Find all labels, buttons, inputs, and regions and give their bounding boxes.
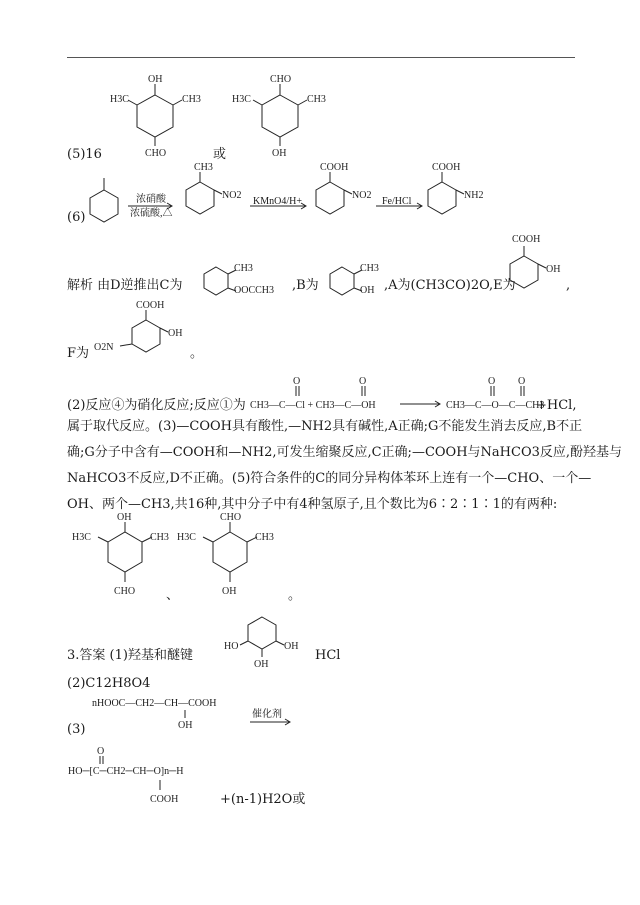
paragraph-line-4: OH、两个—CH3,共16种,其中分子中有4种氢原子,且个数比为6∶2∶1∶1的有两种:: [67, 497, 558, 512]
svg-text:CH3—C—O—C—CH3: CH3—C—O—C—CH3: [446, 400, 545, 411]
svg-text:O: O: [488, 376, 496, 387]
structure-nitrotoluene: [178, 160, 248, 230]
paragraph-line-1: 属于取代反应。(3)—COOH具有酸性,—NH2具有碱性,A正确;G不能发生消去反应,B不正: [67, 419, 583, 434]
answer3-title: 3.答案 (1)羟基和醚键: [67, 648, 193, 663]
answer3-hcl: HCl: [315, 648, 341, 663]
isomer-period: 。: [288, 588, 302, 603]
structure-isomer-4: [177, 510, 285, 600]
reaction-prefix: (2)反应④为硝化反应;反应①为: [67, 398, 246, 413]
structure-b: [322, 255, 382, 305]
step3-reagent: Fe/HCl: [382, 196, 412, 207]
label-oh: OH: [117, 512, 132, 523]
water-or: +(n-1)H2O或: [220, 792, 306, 807]
svg-text:O: O: [97, 746, 105, 757]
label-h3c: H3C: [110, 94, 129, 105]
analysis-period: 。: [190, 346, 204, 361]
structure-e: [500, 232, 570, 302]
label-oh: OH: [148, 74, 163, 85]
catalyst-arrow: [248, 716, 294, 728]
label-cooh: COOH: [320, 162, 349, 173]
label-oh: OH: [546, 264, 561, 275]
label-cooh: COOH: [432, 162, 461, 173]
paragraph-line-3: NaHCO3不反应,D不正确。(5)符合条件的C的同分异构体苯环上连有一个—CHO、一个—: [67, 471, 592, 486]
polymer-cooh-branch: [150, 778, 210, 808]
label-oh: OH: [284, 641, 299, 652]
label-ch3: CH3: [255, 532, 274, 543]
label-ho: HO: [224, 641, 239, 652]
analysis-b-is: ,B为: [292, 278, 319, 293]
reaction-equation: [250, 376, 580, 416]
arrow-step2: [248, 188, 310, 228]
monomer-oh-branch: [175, 708, 195, 731]
label-ch3: CH3: [182, 94, 201, 105]
svg-text:O: O: [518, 376, 526, 387]
label-oh: OH: [178, 720, 193, 731]
svg-text:OOCCH3: OOCCH3: [234, 285, 275, 296]
label-cho: CHO: [270, 74, 292, 85]
step1-reagent-bottom: 浓硫酸,△: [130, 208, 173, 219]
label-cho: CHO: [145, 148, 167, 159]
step2-reagent: KMnO4/H+: [253, 196, 302, 207]
label-ch3: CH3: [150, 532, 169, 543]
structure-isomer-3: [70, 510, 170, 600]
analysis-f-is: F为: [67, 346, 90, 361]
label-h3c: H3C: [232, 94, 251, 105]
part6-label: (6): [67, 210, 86, 225]
arrow-step3: [374, 188, 426, 228]
isomer-separator: 、: [166, 588, 180, 603]
label-oh: OH: [168, 328, 183, 339]
polymer-formula: HO─[C─CH2─CH─O]n─H: [68, 766, 184, 777]
structure-isomer-2: [230, 70, 325, 165]
label-cooh: COOH: [136, 300, 165, 311]
analysis-a-is: ,A为(CH3CO)2O,E为: [384, 278, 516, 293]
svg-text:O: O: [293, 376, 301, 387]
label-oh: OH: [360, 285, 375, 296]
svg-text:O: O: [359, 376, 367, 387]
label-oh: OH: [272, 148, 287, 159]
answer3-formula: (2)C12H8O4: [67, 676, 151, 691]
label-oh: OH: [254, 659, 269, 670]
structure-f: [90, 298, 200, 368]
catalyst-label: 催化剂: [252, 709, 282, 720]
label-o2n: O2N: [94, 342, 114, 353]
part5-or: 或: [213, 147, 227, 162]
label-cooh: COOH: [512, 234, 541, 245]
part3-label: (3): [67, 722, 86, 737]
label-ch3: CH3: [194, 162, 213, 173]
structure-pyrogallol: [220, 605, 310, 675]
structure-nitrobenzoic-acid: [308, 160, 378, 230]
analysis-comma: ,: [566, 278, 571, 293]
label-oh: OH: [222, 586, 237, 597]
label-h3c: H3C: [72, 532, 91, 543]
structure-isomer-1: [110, 70, 200, 165]
label-ch3: CH3: [234, 263, 253, 274]
svg-text:CH3—C—Cl + CH3—C—OH: CH3—C—Cl + CH3—C—OH: [250, 400, 376, 411]
label-no2: NO2: [352, 190, 372, 201]
label-cho: CHO: [220, 512, 242, 523]
structure-anthranilic-acid: [420, 160, 500, 230]
analysis-intro: 解析 由D逆推出C为: [67, 278, 183, 293]
reaction-suffix: +HCl,: [536, 398, 577, 413]
monomer-formula: nHOOC—CH2—CH—COOH: [92, 698, 217, 709]
label-cho: CHO: [114, 586, 136, 597]
polymer-carbonyl: [96, 744, 116, 764]
label-ch3: CH3: [307, 94, 326, 105]
label-cooh: COOH: [150, 794, 179, 805]
label-nh2: NH2: [464, 190, 484, 201]
label-no2: NO2: [222, 190, 242, 201]
paragraph-line-2: 确;G分子中含有—COOH和—NH2,可发生缩聚反应,C正确;—COOH与NaHCO3反应,酚羟基与: [67, 445, 623, 460]
structure-c: [196, 255, 296, 305]
label-ch3: CH3: [360, 263, 379, 274]
header-rule: [67, 57, 575, 58]
label-h3c: H3C: [177, 532, 196, 543]
part5-label: (5)16: [67, 147, 102, 162]
step1-reagent-top: 浓硝酸: [136, 194, 166, 205]
